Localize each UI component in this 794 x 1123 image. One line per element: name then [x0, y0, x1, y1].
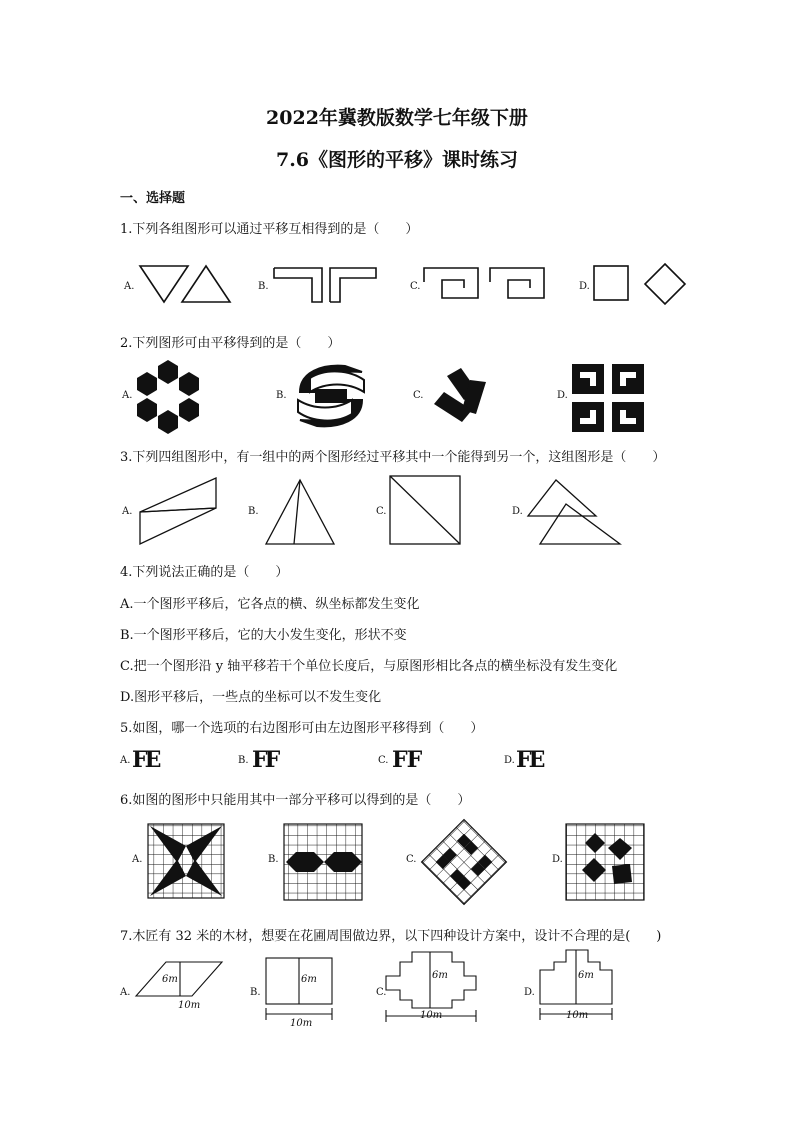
q6-label-d: D. [552, 854, 563, 865]
q7-c-height-label: 6m [432, 970, 448, 981]
q7-label-c: C. [376, 987, 387, 998]
q4-option-c: C.把一个图形沿 y 轴平移若干个单位长度后，与原图形相比各点的横坐标没有发生变化 [120, 659, 618, 674]
q6-label-a: A. [132, 854, 143, 865]
q3-label-a: A. [122, 506, 133, 517]
page-title: 2022年冀教版数学七年级下册 [266, 107, 528, 129]
q5-glyph-a: FE [132, 747, 159, 773]
q7-label-a: A. [120, 987, 131, 998]
q3-label-b: B. [248, 506, 259, 517]
q2-label-d: D. [557, 390, 568, 401]
question-2-stem: 2.下列图形可由平移得到的是（ ） [120, 336, 341, 351]
q4-option-d: D.图形平移后，一些点的坐标可以不发生变化 [120, 690, 382, 705]
q4-option-a: A.一个图形平移后，它各点的横、纵坐标都发生变化 [120, 597, 420, 612]
q7-b-height-label: 6m [301, 974, 317, 985]
section-heading: 一、选择题 [120, 191, 186, 206]
q7-a-parallelogram [136, 962, 222, 996]
q2-label-c: C. [413, 390, 424, 401]
q3-label-c: C. [376, 506, 387, 517]
q5-glyph-c: FF [392, 747, 422, 773]
q7-a-height-label: 6m [162, 974, 178, 985]
q2-label-b: B. [276, 390, 287, 401]
q7-label-d: D. [524, 987, 535, 998]
q5-label-b: B. [238, 755, 249, 766]
question-4-stem: 4.下列说法正确的是（ ） [120, 565, 289, 580]
q7-c-width-label: 10m [420, 1010, 443, 1021]
q2-label-a: A. [122, 390, 133, 401]
q5-label-c: C. [378, 755, 389, 766]
q7-b-width-label: 10m [290, 1018, 313, 1029]
q7-d-height-label: 6m [578, 970, 594, 981]
q7-d-width-label: 10m [566, 1010, 589, 1021]
question-1-stem: 1.下列各组图形可以通过平移互相得到的是（ ） [120, 222, 419, 237]
q5-glyph-b: FF [252, 747, 278, 773]
question-7-stem: 7.木匠有 32 米的木材，想要在花圃周围做边界，以下四种设计方案中，设计不合理的是( ) [120, 929, 662, 944]
page-subtitle: 7.6《图形的平移》课时练习 [275, 149, 519, 171]
q1-label-b: B. [258, 281, 269, 292]
q7-label-b: B. [250, 987, 261, 998]
q1-label-d: D. [579, 281, 590, 292]
question-6-stem: 6.如图的图形中只能用其中一部分平移可以得到的是（ ） [120, 793, 471, 808]
q7-c-outline [386, 952, 476, 1008]
question-5-stem: 5.如图，哪一个选项的右边图形可由左边图形平移得到（ ） [120, 721, 484, 736]
q5-label-d: D. [504, 755, 515, 766]
q4-option-b: B.一个图形平移后，它的大小发生变化，形状不变 [120, 628, 407, 643]
q3-label-d: D. [512, 506, 523, 517]
q1-label-a: A. [124, 281, 135, 292]
q6-label-b: B. [268, 854, 279, 865]
q6-label-c: C. [406, 854, 417, 865]
q5-label-a: A. [120, 755, 131, 766]
q7-a-width-label: 10m [178, 1000, 201, 1011]
question-3-stem: 3.下列四组图形中，有一组中的两个图形经过平移其中一个能得到另一个，这组图形是（ ） [120, 450, 666, 465]
q1-label-c: C. [410, 281, 421, 292]
q5-glyph-d: FE [516, 747, 543, 773]
